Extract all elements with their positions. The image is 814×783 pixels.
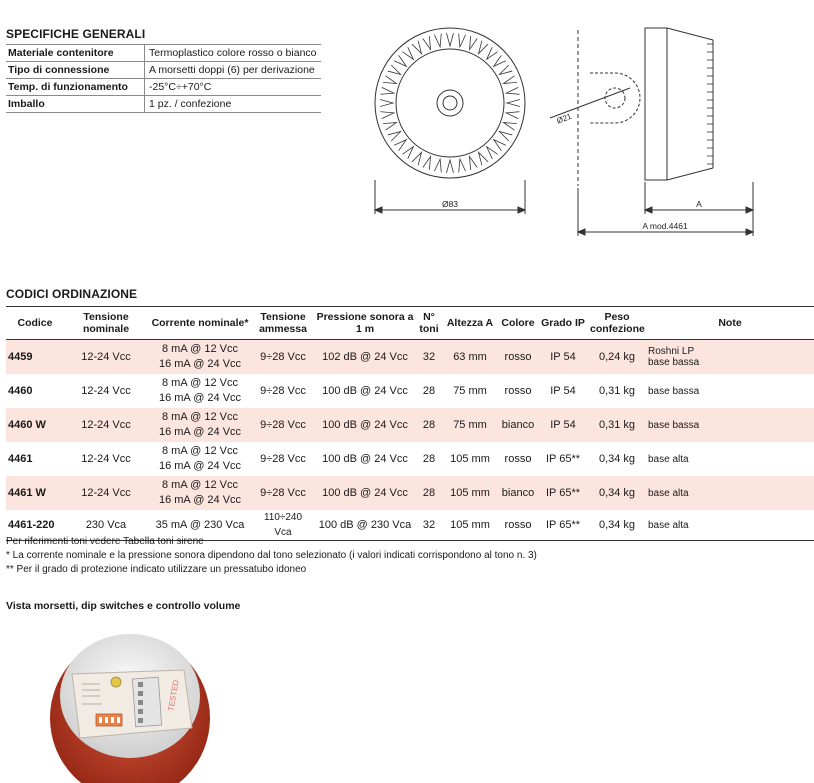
cell-altezza: 75 mm (442, 408, 498, 442)
cell-corrente (148, 476, 252, 510)
header-tensione-nominale: Tensione nominale (64, 307, 148, 340)
spec-value: -25°C÷+70°C (145, 79, 322, 96)
cell-pressione: 100 dB @ 24 Vcc (314, 476, 416, 510)
table-row (6, 442, 814, 476)
cell-colore: rosso (498, 340, 538, 375)
cell-ammessa: 9÷28 Vcc (260, 452, 306, 465)
cell-codice: 4459 (6, 340, 64, 375)
specs-row (6, 96, 321, 113)
cell-colore: rosso (498, 510, 538, 541)
corrente-line: 16 mA @ 24 Vcc (158, 392, 242, 404)
cell-peso: 0,34 kg (588, 510, 646, 541)
header-tensione-ammessa: Tensione ammessa (252, 307, 314, 340)
scallop-mark (394, 140, 406, 151)
spec-label: Imballo (6, 96, 145, 113)
cell-pressione: 100 dB @ 24 Vcc (322, 452, 408, 465)
cell-note: base alta (646, 476, 814, 510)
scallop-mark (447, 33, 454, 46)
spec-value: A morsetti doppi (6) per derivazione (145, 62, 322, 79)
cell-peso: 0,31 kg (598, 384, 636, 397)
cell-peso: 0,24 kg (588, 340, 646, 375)
cell-pressione: 100 dB @ 24 Vcc (322, 384, 408, 397)
scallop-mark (479, 152, 488, 165)
corrente-line: 8 mA @ 12 Vcc (162, 445, 238, 457)
scallop-mark (504, 76, 517, 84)
cell-corrente (148, 340, 252, 375)
scallop-mark (402, 147, 413, 159)
cell-colore: bianco (498, 476, 538, 510)
scallop-mark (469, 157, 477, 170)
cell-note: base alta (646, 510, 814, 541)
cell-altezza: 105 mm (442, 510, 498, 541)
cell-toni: 28 (422, 452, 436, 465)
scallop-mark (412, 152, 421, 165)
cell-tensione: 12-24 Vcc (64, 476, 148, 510)
scallop-mark (499, 65, 512, 74)
header-altezza: Altezza A (442, 307, 498, 340)
side-view (550, 28, 753, 236)
spec-label: Tipo di connessione (6, 62, 145, 79)
cell-ammessa: 9÷28 Vcc (260, 384, 306, 397)
cell-corrente: 35 mA @ 230 Vca (148, 510, 252, 541)
scallop-mark (402, 47, 413, 59)
cell-colore: rosso (504, 384, 532, 397)
scallop-mark (494, 55, 506, 66)
cell-toni: 32 (416, 510, 442, 541)
scallop-mark (506, 112, 519, 119)
cell-tensione: 12-24 Vcc (64, 340, 148, 375)
corrente-line: 8 mA @ 12 Vcc (162, 343, 238, 355)
header-corrente-nominale: Corrente nominale* (148, 307, 252, 340)
specs-title: SPECIFICHE GENERALI (6, 27, 146, 41)
cell-ip: IP 65** (538, 476, 588, 510)
cell-corrente (148, 374, 252, 408)
cell-codice: 4461 (8, 452, 33, 465)
cell-note: base alta (648, 453, 689, 465)
scallop-mark (459, 159, 466, 172)
cell-ip: IP 65** (545, 452, 581, 465)
cell-altezza: 105 mm (442, 476, 498, 510)
order-table (6, 306, 814, 541)
header-toni: N° toni (416, 307, 442, 340)
cell-corrente (148, 442, 252, 476)
header-grado: Grado IP (538, 307, 588, 340)
cell-corrente (148, 408, 252, 442)
scallop-mark (394, 55, 406, 66)
cell-note: base bassa (648, 385, 700, 397)
scallop-mark (494, 140, 506, 151)
scallop-mark (469, 36, 477, 49)
dim-front-label: Ø83 (441, 199, 459, 209)
scallop-mark (487, 147, 498, 159)
scallop-mark (381, 112, 394, 119)
specs-table (6, 44, 321, 113)
header-colore: Colore (498, 307, 538, 340)
cell-peso: 0,34 kg (598, 452, 636, 465)
scallop-mark (506, 87, 519, 94)
scallop-mark (383, 76, 396, 84)
dim-a-mod-label: A mod.4461 (642, 221, 688, 231)
order-header-row (6, 307, 814, 340)
spec-value: 1 pz. / confezione (145, 96, 322, 113)
cell-toni: 32 (416, 340, 442, 375)
header-note: Note (646, 307, 814, 340)
cell-peso: 0,31 kg (588, 408, 646, 442)
cell-altezza: 63 mm (442, 340, 498, 375)
cell-colore: rosso (504, 452, 532, 465)
cell-pressione: 102 dB @ 24 Vcc (314, 340, 416, 375)
note-line: base bassa (648, 357, 700, 368)
scallop-mark (487, 47, 498, 59)
header-pressione: Pressione sonora a 1 m (314, 307, 416, 340)
table-row (6, 340, 814, 375)
scallop-mark (434, 34, 441, 47)
cell-tensione: 12-24 Vcc (81, 452, 131, 465)
scallop-mark (380, 100, 393, 107)
cell-ip: IP 54 (538, 340, 588, 375)
spec-value: Termoplastico colore rosso o bianco (145, 45, 322, 62)
cell-pressione: 100 dB @ 230 Vca (314, 510, 416, 541)
header-peso: Peso confezione (588, 307, 646, 340)
scallop-mark (423, 36, 431, 49)
technical-drawing (355, 18, 765, 243)
cell-ip: IP 54 (550, 384, 576, 397)
spec-label: Materiale contenitore (6, 45, 145, 62)
scallop-mark (412, 41, 421, 54)
scallop-mark (423, 157, 431, 170)
scallop-mark (434, 159, 441, 172)
cell-note: base bassa (646, 408, 814, 442)
corrente-line: 8 mA @ 12 Vcc (162, 411, 238, 423)
scallop-mark (447, 160, 454, 173)
cell-tensione: 12-24 Vcc (64, 408, 148, 442)
corrente-line: 16 mA @ 24 Vcc (158, 460, 242, 472)
corrente-line: 8 mA @ 12 Vcc (162, 377, 238, 389)
cell-tensione: 12-24 Vcc (81, 384, 131, 397)
scallop-mark (388, 65, 401, 74)
cell-toni: 28 (422, 384, 436, 397)
product-photo (50, 618, 210, 783)
cell-peso: 0,34 kg (588, 476, 646, 510)
cell-ammessa: 110÷240 Vca (252, 510, 314, 541)
cell-altezza: 75 mm (453, 384, 487, 397)
cell-ammessa: 9÷28 Vcc (252, 476, 314, 510)
cell-codice: 4460 (8, 384, 33, 397)
table-row (6, 374, 814, 408)
scallop-mark (504, 122, 517, 130)
footnote: Per riferimenti toni vedere Tabella toni sirene (6, 536, 204, 547)
specs-row (6, 79, 321, 96)
cell-note (646, 340, 814, 375)
cell-ip: IP 54 (538, 408, 588, 442)
specs-row (6, 62, 321, 79)
cell-ammessa: 9÷28 Vcc (252, 408, 314, 442)
cell-codice: 4460 W (6, 408, 64, 442)
corrente-line: 16 mA @ 24 Vcc (158, 494, 242, 506)
cell-toni: 28 (416, 476, 442, 510)
cell-tensione: 230 Vca (64, 510, 148, 541)
footnote: ** Per il grado di protezione indicato utilizzare un pressatubo idoneo (6, 564, 307, 575)
corrente-line: 16 mA @ 24 Vcc (158, 426, 242, 438)
tested-label: TESTED (166, 679, 181, 712)
specs-row (6, 45, 321, 62)
scallop-mark (499, 132, 512, 141)
spec-label: Temp. di funzionamento (6, 79, 145, 96)
scallop-mark (383, 122, 396, 130)
scallop-mark (479, 41, 488, 54)
corrente-line: 8 mA @ 12 Vcc (162, 479, 238, 491)
header-codice: Codice (6, 307, 64, 340)
cell-pressione: 100 dB @ 24 Vcc (314, 408, 416, 442)
front-view (375, 28, 525, 214)
cell-altezza: 105 mm (450, 452, 490, 465)
cell-codice: 4461 W (6, 476, 64, 510)
footnote: * La corrente nominale e la pressione sonora dipendono dal tono selezionato (i valori indicati corrispondono al tono n. 3) (6, 550, 537, 561)
cell-toni: 28 (416, 408, 442, 442)
table-row (6, 476, 814, 510)
cell-codice: 4461-220 (6, 510, 64, 541)
corrente-line: 16 mA @ 24 Vcc (158, 358, 242, 370)
dim-a-label: A (696, 199, 702, 209)
note-line: Roshni LP (648, 346, 695, 357)
scallop-mark (388, 132, 401, 141)
order-title: CODICI ORDINAZIONE (6, 287, 138, 301)
dim-hole-label: Ø21 (555, 111, 573, 126)
cell-colore: bianco (498, 408, 538, 442)
table-row (6, 408, 814, 442)
scallop-mark (459, 34, 466, 47)
photo-title: Vista morsetti, dip switches e controllo volume (6, 600, 241, 612)
scallop-mark (507, 100, 520, 107)
cell-ip: IP 65** (538, 510, 588, 541)
cell-ammessa: 9÷28 Vcc (252, 340, 314, 375)
scallop-mark (381, 87, 394, 94)
